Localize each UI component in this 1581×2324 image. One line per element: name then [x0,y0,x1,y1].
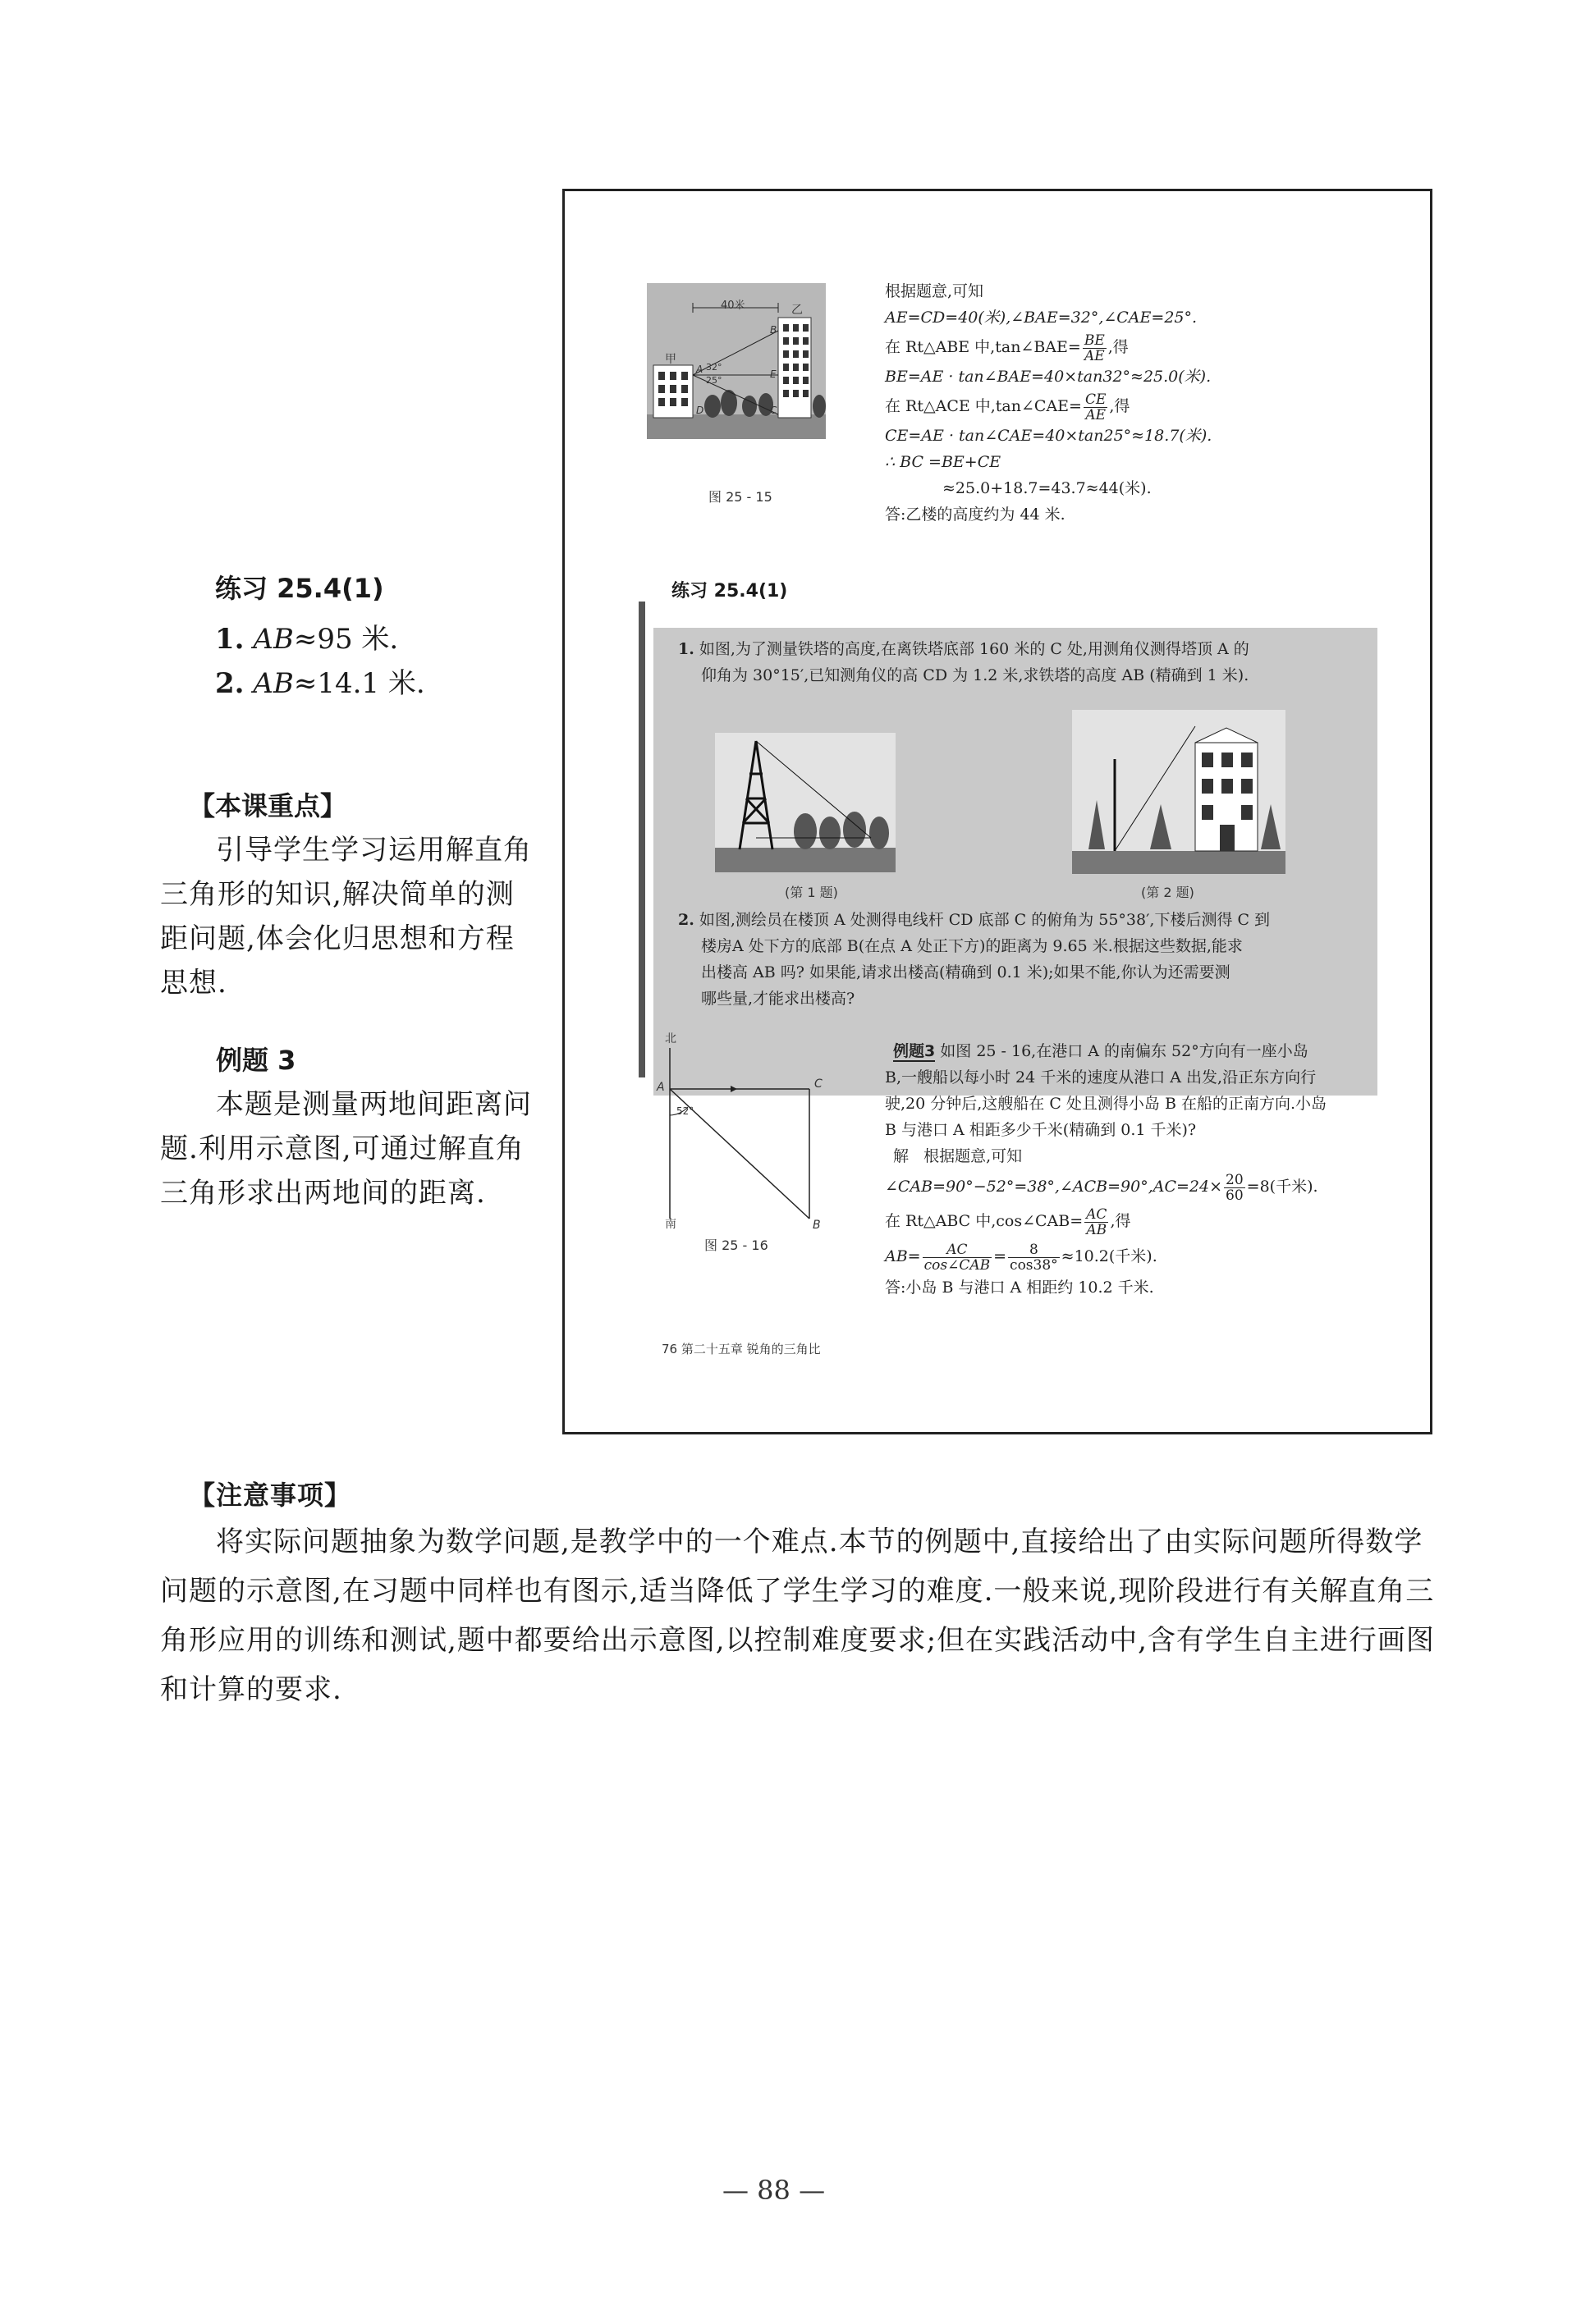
fraction-denominator: AE [1085,406,1107,423]
solution-text: 在 Rt△ACE 中,tan∠CAE= [885,397,1082,415]
sidebar [215,566,543,706]
solution-text: 在 Rt△ABE 中,tan∠BAE= [885,338,1081,356]
notes-line: 问题的示意图,在习题中同样也有图示,适当降低了学生学习的难度.一般来说,现阶段进行有关解直角三 [160,1575,1435,1608]
fig2-south: 南 [665,1218,676,1231]
example-line [885,1238,1402,1274]
exercise-1-caption: (第 1 题) [785,885,838,900]
question-text: 如图,测绘员在楼顶 A 处测得电线杆 CD 底部 C 的俯角为 55°38′,下楼后测得 C 到 [699,911,1271,929]
exercise-title: 练习 25.4(1) [215,573,384,604]
solution-line: ∴ BC =BE+CE [885,453,1001,471]
solution-line: CE=AE · tan∠CAE=40×tan25°≈18.7(米). [885,427,1212,445]
example-text: = [993,1247,1007,1265]
fraction [923,1242,992,1273]
notes-line: 角形应用的训练和测试,题中都要给出示意图,以控制难度要求;但在实践活动中,含有学生自主进行画图 [160,1624,1435,1657]
fraction-numerator: AC [923,1242,992,1258]
item-number: 1. [215,623,245,656]
example-line: 题.利用示意图,可通过解直角 [160,1132,525,1165]
solution-line: BE=AE · tan∠BAE=40×tan32°≈25.0(米). [885,368,1212,386]
notes-title: 【注意事项】 [189,1480,352,1511]
fraction [1084,1207,1108,1237]
fraction-numerator: 8 [1008,1242,1060,1258]
question-text: 如图,为了测量铁塔的高度,在离铁塔底部 160 米的 C 处,用测角仪测得塔顶 A 的 [699,640,1249,658]
example-text: ≈10.2(千米). [1061,1247,1157,1265]
example-line: B 与港口 A 相距多少千米(精确到 0.1 千米)? [885,1121,1197,1139]
fraction [1083,333,1107,364]
fig2-angle: 52° [676,1105,694,1117]
item-answer: ≈95 米. [293,623,399,656]
fig1-label-d: D [696,405,704,416]
example-section [160,1038,546,1215]
question-number: 1. [678,640,694,658]
example-tag: 例题3 [893,1042,936,1060]
example-line [885,1143,1402,1169]
exercise-line [678,636,1368,662]
example-3 [885,1038,1402,1301]
fraction [1008,1242,1060,1273]
example-line [885,1169,1402,1204]
fig1-label-b: B [770,324,777,336]
item-answer: ≈14.1 米. [293,667,425,700]
fig1-label-a: A [696,364,703,375]
fig1-left-building-label: 甲 [665,353,676,366]
textbook-exercise-title: 练习 25.4(1) [671,581,788,602]
example-text: =8(千米). [1246,1178,1318,1196]
exercise-item [215,617,543,661]
fraction-denominator: AB [1086,1221,1107,1238]
fraction-numerator: 20 [1226,1171,1244,1188]
fig-25-16-caption: 图 25 - 16 [704,1237,768,1253]
focus-line: 三角形的知识,解决简单的测 [160,878,515,911]
exercise-line [678,907,1376,933]
focus-title: 【本课重点】 [189,790,347,821]
fig1-angle-25: 25° [706,375,722,386]
example-line: 驶,20 分钟后,这艘船在 C 处且测得小岛 B 在船的正南方向.小岛 [885,1095,1327,1113]
exercise-2-figure [1072,710,1285,877]
example-text: ,得 [1110,1212,1131,1230]
fig1-label-e: E [770,368,777,380]
fig2-north: 北 [665,1032,676,1045]
solution-line: 根据题意,可知 [885,282,984,300]
fig1-label-c: C [770,405,777,416]
solution-line [885,390,1410,423]
fig1-width-label: 40米 [721,300,745,312]
solution-label: 解 [893,1147,910,1165]
fraction-denominator: cos38° [1010,1256,1058,1274]
exercise-line: 仰角为 30°15′,已知测角仪的高 CD 为 1.2 米,求铁塔的高度 AB (精确到 1 米). [701,666,1249,684]
solution-line: 答:乙楼的高度约为 44 米. [885,506,1065,524]
fig2-label-a: A [657,1081,665,1094]
compass-diagram [655,1036,844,1225]
fraction [1084,392,1107,423]
solution-text: ,得 [1109,397,1130,415]
solution-line: AE=CD=40(米),∠BAE=32°,∠CAE=25°. [885,309,1198,327]
fraction-numerator: AC [1086,1205,1107,1223]
textbook-footer: 76 第二十五章 锐角的三角比 [662,1342,821,1356]
focus-line: 思想. [160,967,227,1000]
item-expr: AB [253,667,294,700]
fraction-denominator: 60 [1226,1187,1244,1204]
fig1-right-building-label: 乙 [791,304,803,317]
tower-diagram [715,733,896,872]
item-number: 2. [215,667,245,700]
exercise-item [215,661,543,706]
example-text: AB= [885,1247,921,1265]
exercise-2-caption: (第 2 题) [1141,885,1194,900]
exercise-2-text [678,907,1376,1012]
question-number: 2. [678,911,694,929]
example-line [885,1038,1402,1064]
solution-line: ≈25.0+18.7=43.7≈44(米). [942,479,1152,497]
example-line [885,1204,1402,1238]
exercise-1-box [653,628,1377,1096]
notes-line: 和计算的要求. [160,1673,342,1706]
example-line: B,一艘船以每小时 24 千米的速度从港口 A 出发,沿正东方向行 [885,1068,1317,1087]
exercise-1-text [678,636,1368,689]
example-text: ∠CAB=90°−52°=38°,∠ACB=90°,AC=24× [885,1178,1223,1196]
exercise-1-figure [715,733,896,876]
page-number: — 88 — [722,2175,826,2206]
solution-text: ,得 [1107,338,1129,356]
exercise-marker [639,602,645,1077]
figure-25-16 [655,1032,844,1232]
fig1-angle-32: 32° [706,362,722,373]
figure-25-15 [647,283,826,439]
fig2-label-c: C [814,1077,823,1091]
item-expr: AB [253,623,294,656]
solution-1 [885,278,1410,528]
notes-line: 将实际问题抽象为数学问题,是教学中的一个难点.本节的例题中,直接给出了由实际问题所得数学 [216,1526,1423,1558]
focus-line: 距问题,体会化归思想和方程 [160,922,515,955]
fraction-numerator: CE [1084,391,1107,408]
example-text: 在 Rt△ABC 中,cos∠CAB= [885,1212,1084,1230]
solution-line [885,331,1410,364]
textbook-page-image [562,189,1432,1434]
fraction-numerator: BE [1084,332,1105,349]
exercise-line: 哪些量,才能求出楼高? [701,990,855,1008]
building-diagram [1072,710,1285,874]
fraction-denominator: AE [1084,347,1105,364]
notes-section [160,1473,1441,1714]
focus-section [160,784,546,1005]
example-text: 如图 25 - 16,在港口 A 的南偏东 52°方向有一座小岛 [940,1042,1308,1060]
fraction-denominator: cos∠CAB [923,1256,991,1274]
example-title: 例题 3 [216,1045,296,1076]
focus-line: 引导学生学习运用解直角 [216,834,532,867]
example-text: 根据题意,可知 [923,1147,1023,1165]
fig2-label-b: B [813,1219,821,1232]
fraction [1224,1173,1245,1203]
exercise-line: 出楼高 AB 吗? 如果能,请求出楼高(精确到 0.1 米);如果不能,你认为还需要测 [701,963,1230,981]
fig-25-15-caption: 图 25 - 15 [708,489,772,505]
example-line: 三角形求出两地间的距离. [160,1177,486,1210]
example-line: 答:小岛 B 与港口 A 相距约 10.2 千米. [885,1279,1154,1297]
exercise-line: 楼房A 处下方的底部 B(在点 A 处正下方)的距离为 9.65 米.根据这些数据,能求 [701,937,1243,955]
example-line: 本题是测量两地间距离问 [216,1088,532,1121]
